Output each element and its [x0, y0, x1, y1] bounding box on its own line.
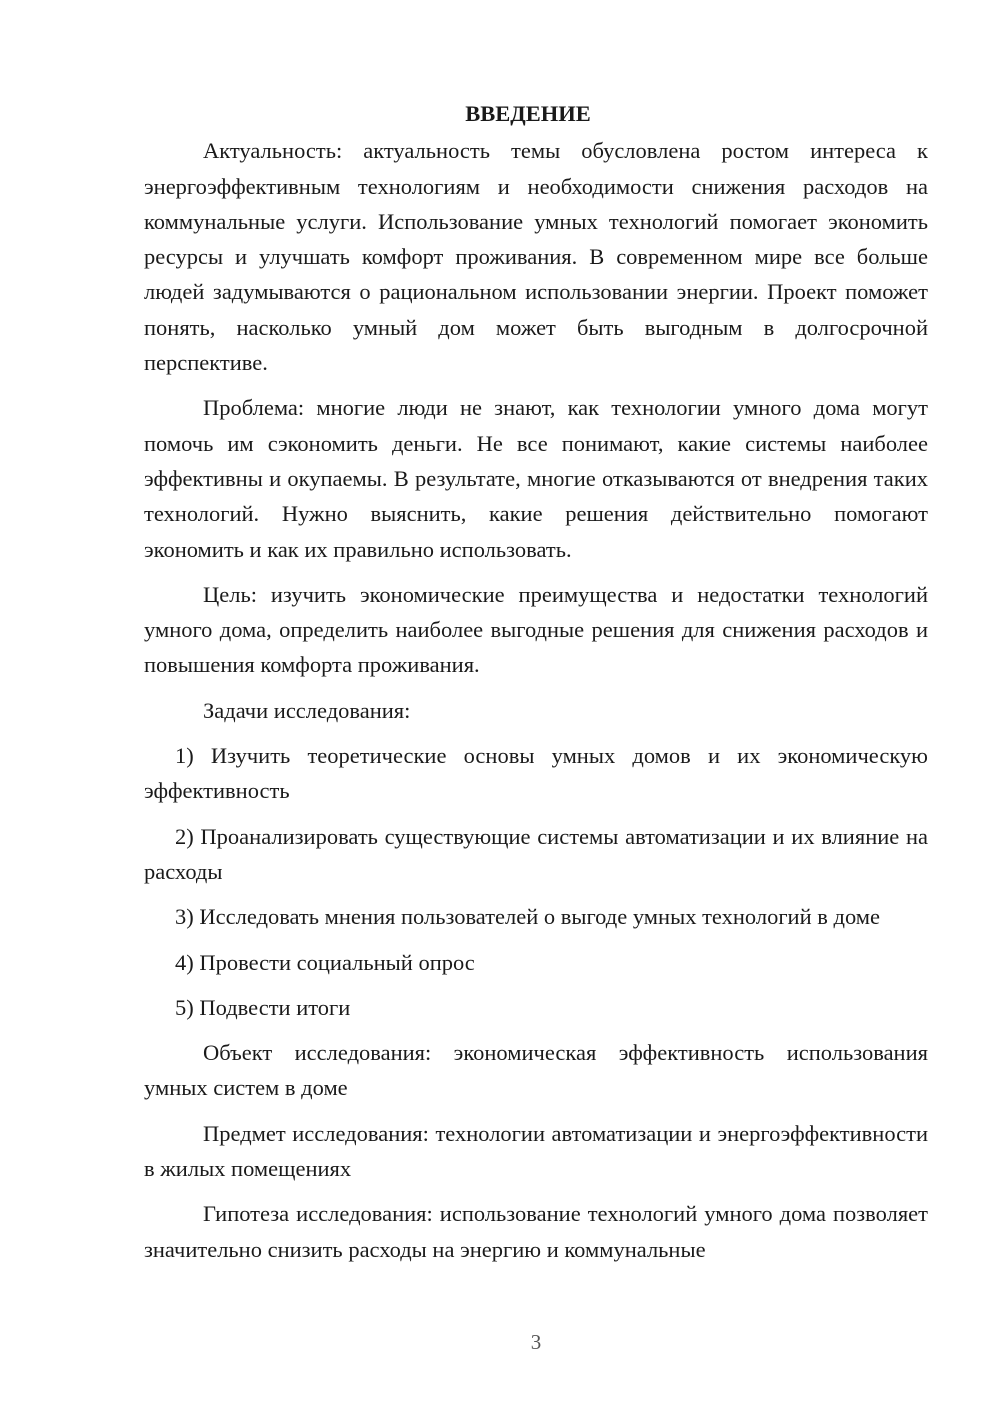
task-item-2: 2) Проанализировать существующие системы автоматизации и их влияние на расходы	[144, 823, 928, 884]
tasks-heading: Задачи исследования:	[203, 697, 411, 723]
task-item-1: 1) Изучить теоретические основы умных домов и их экономическую эффективность	[144, 743, 928, 804]
goal-paragraph: Цель: изучить экономические преимущества и недостатки технологий умного дома, определить наиболее выгодные решения для снижения расходов и повышения комфорта проживания.	[144, 581, 928, 678]
problem-paragraph: Проблема: многие люди не знают, как технологии умного дома могут помочь им сэкономить деньги. Не все понимают, какие системы наиболее эффективны и окупаемы. В результате, многие отказываются от внедрения таких технологий. Нужно выяснить, какие решения действительно помогают экономить и как их правильно использовать.	[144, 395, 928, 562]
task-item-3: 3) Исследовать мнения пользователей о выгоде умных технологий в доме	[175, 904, 880, 930]
subject-paragraph: Предмет исследования: технологии автоматизации и энергоэффективности в жилых помещениях	[144, 1120, 928, 1182]
relevance-paragraph: Актуальность: актуальность темы обусловлена ростом интереса к энергоэффективным технологиям и необходимости снижения расходов на коммунальные услуги. Использование умных технологий помогает экономить ресурсы и улучшать комфорт проживания. В современном мире все больше людей задумываются о рациональном использовании энергии. Проект поможет понять, насколько умный дом может быть выгодным в долгосрочной перспективе.	[144, 138, 928, 376]
section-heading: ВВЕДЕНИЕ	[465, 101, 591, 126]
page-number: 3	[530, 1330, 542, 1354]
page-content	[144, 96, 928, 1267]
task-item-5: 5) Подвести итоги	[175, 994, 351, 1020]
task-item-4: 4) Провести социальный опрос	[175, 949, 475, 975]
object-paragraph: Объект исследования: экономическая эффективность использования умных систем в доме	[144, 1040, 928, 1101]
hypothesis-paragraph: Гипотеза исследования: использование технологий умного дома позволяет значительно снизить расходы на энергию и коммунальные	[144, 1201, 928, 1262]
